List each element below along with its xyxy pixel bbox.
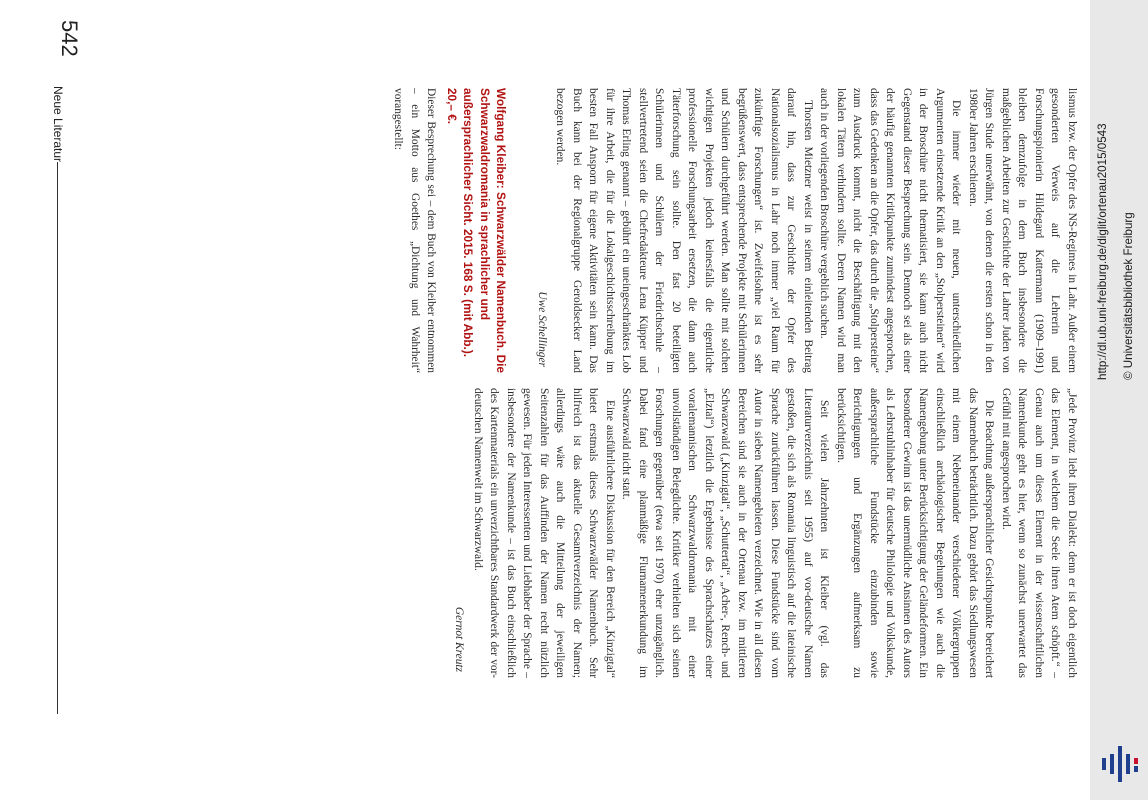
right-column: [54, 388, 1080, 678]
copyright-notice: © Universitätsbibliothek Freiburg: [1122, 212, 1135, 380]
left-paragraph-3: Thorsten Mietzner weist in seinem einleitenden Beitrag darauf hin, dass zur Geschichte der Opfer des Nationalsozialismus in Lahr noch immer „viel Raum für zukünftige Forschungen“ ist. Zweifelsohne ist es sehr begrüßenswert, dass entsprechende Projekte mit Schülerinnen und Schülern durchgeführt werden. Man sollte mit solchen wichtigen Projekten jedoch keinesfalls die eigentliche professionelle Forschungsarbeit ersetzen, die dann auch Täterforschung sein sollte. Den fast 20 beteiligten Schülerinnen und Schülern der Friedrichschule – stellvertretend seien die Chefredakteure Lena Küpper und Thomas Erling genannt – gebührt ein uneingeschränktes Lob für ihre Arbeit, die für die Lokalgeschichtsschreibung im besten Fall Ansporn für eigene Aktivitäten sein kann. Das Buch kann bei der Regionalgruppe Geroldsecker Land bezogen werden.: [554, 88, 814, 373]
right-paragraph-2: Die Beachtung außersprachlicher Gesichtspunkte bereichert das Namenbuch beträchtlich. Dazu gehört das Siedlungswesen mit einem Nebeneinander verschiedener Völkergruppen einschließlich archäologischer Begehungen wie auch die Namengebung unter Berücksichtigung der Geländeformen. Ein besonderer Gewinn ist das unermüdliche Ansinnen des Autors als Lehrstuhlinhaber für deutsche Philologie und Volkskunde, außersprachliche Fundstücke einzubinden sowie Berichtigungen und Ergänzungen aufmerksam zu berücksichtigen.: [835, 388, 996, 678]
side-strip: [1090, 0, 1148, 800]
ub-freiburg-logo-icon: [1098, 744, 1142, 784]
right-paragraph-3: Seit vielen Jahrzehnten ist Kleiber (vgl. das Literaturverzeichnis seit 1955) auf vor-deutsche Namen gestoßen, die sich als Romania linguistisch auf die lateinische Sprache zurückführen lassen. Diese Fundstücke sind vom Autor in sieben Namengebieten verzeichnet. Wie in all diesen Bereichen sind sie auch in der Ortenau bzw. im mittleren Schwarzwald („Kinzigtal“, „Schuttertal“, „Acher-, Rench- und „Elztal“) letztlich die Ergebnisse des Sprachschatzes einer voralemannischen Schwarzwaldromania mit einer unvollständigen Belegdichte. Kritiker verhielten sich seinen Forschungen gegenüber (etwa seit 1970) eher unzugänglich. Dabei fand eine planmäßige Flurnamenerkundung im Schwarzwald nicht statt.: [620, 388, 831, 678]
review-signature-1: Uwe Schellinger: [536, 291, 548, 367]
right-paragraph-4: Eine ausführlichere Diskussion für den Bereich „Kinzigtal“ bietet erstmals dieses Schwarzwälder Namenbuch. Sehr hilfreich ist das aktuelle Gesamtverzeichnis der Namen; allerdings wäre auch die Mitteilung der jeweiligen Seitenzahlen für das Auffinden der Namen recht nützlich gewesen. Für jeden Interessenten und Liebhaber der Sprache – insbesondere der Namenkunde – ist das Buch einschließlich des Kartenmaterials ein unverzichtbares Standardwerk der vor-deutschen Namenwelt im Schwarzwald.: [472, 388, 616, 678]
left-paragraph-1: lismus bzw. der Opfer des NS-Regimes in Lahr. Außer einem gesonderten Verweis auf die Lehrerin und Forschungspionierin Hildegard Kattermann (1909–1991) bleiben demzufolge in dem Buch insbesondere die maßgeblichen Arbeiten zur Geschichte der Lahrer Juden von Jürgen Stude unerwähnt, von denen die ersten schon in den 1980er Jahren erschienen.: [967, 88, 1078, 373]
book-title: Wolfgang Kleiber: Schwarzwälder Namenbuch. Die Schwarzwaldromania in sprachlicher und außersprachlicher Sicht. 2015. 168 S. (mit Abb.). 20,– €.: [445, 88, 509, 373]
left-paragraph-2: Die immer wieder mit neuen, unterschiedlichen Argumenten einsetzende Kritik an den „Stolpersteinen“ wird in der Broschüre nicht thematisiert, sie kann auch nicht Gegenstand dieser Besprechung sein. Dennoch sei als einer der häufig genannten Kritikpunkte zumindest angesprochen, dass das Gedenken an die Opfer, das durch die „Stolpersteine“ zum Ausdruck kommt, nicht die Beschäftigung mit den lokalen Tätern verhindern sollte. Deren Namen wird man auch in der vorliegenden Broschüre vergeblich suchen.: [818, 88, 963, 373]
right-paragraph-1: „Jede Provinz liebt ihren Dialekt: denn er ist doch eigentlich das Element, in welchem die Seele ihren Atem schöpft.“ – Genau auch um dieses Element in der wissenschaftlichen Namenkunde geht es hier, wenn so zunächst unerwartet das Gefühl mit angesprochen wird.: [1000, 388, 1078, 678]
left-column: [54, 88, 1080, 373]
running-head: Neue Literatur: [51, 86, 65, 163]
review-signature-2: Gernot Kreutz: [453, 606, 466, 672]
source-url-link[interactable]: http://dl.ub.uni-freiburg.de/diglit/ortenau2015/0543: [1096, 123, 1109, 380]
page-number: 542: [57, 20, 82, 57]
left-paragraph-4: Dieser Besprechung sei – dem Buch von Kleiber entnommen – ein Motto aus Goethes „Dichtung und Wahrheit“ vorangestellt:: [392, 88, 438, 373]
